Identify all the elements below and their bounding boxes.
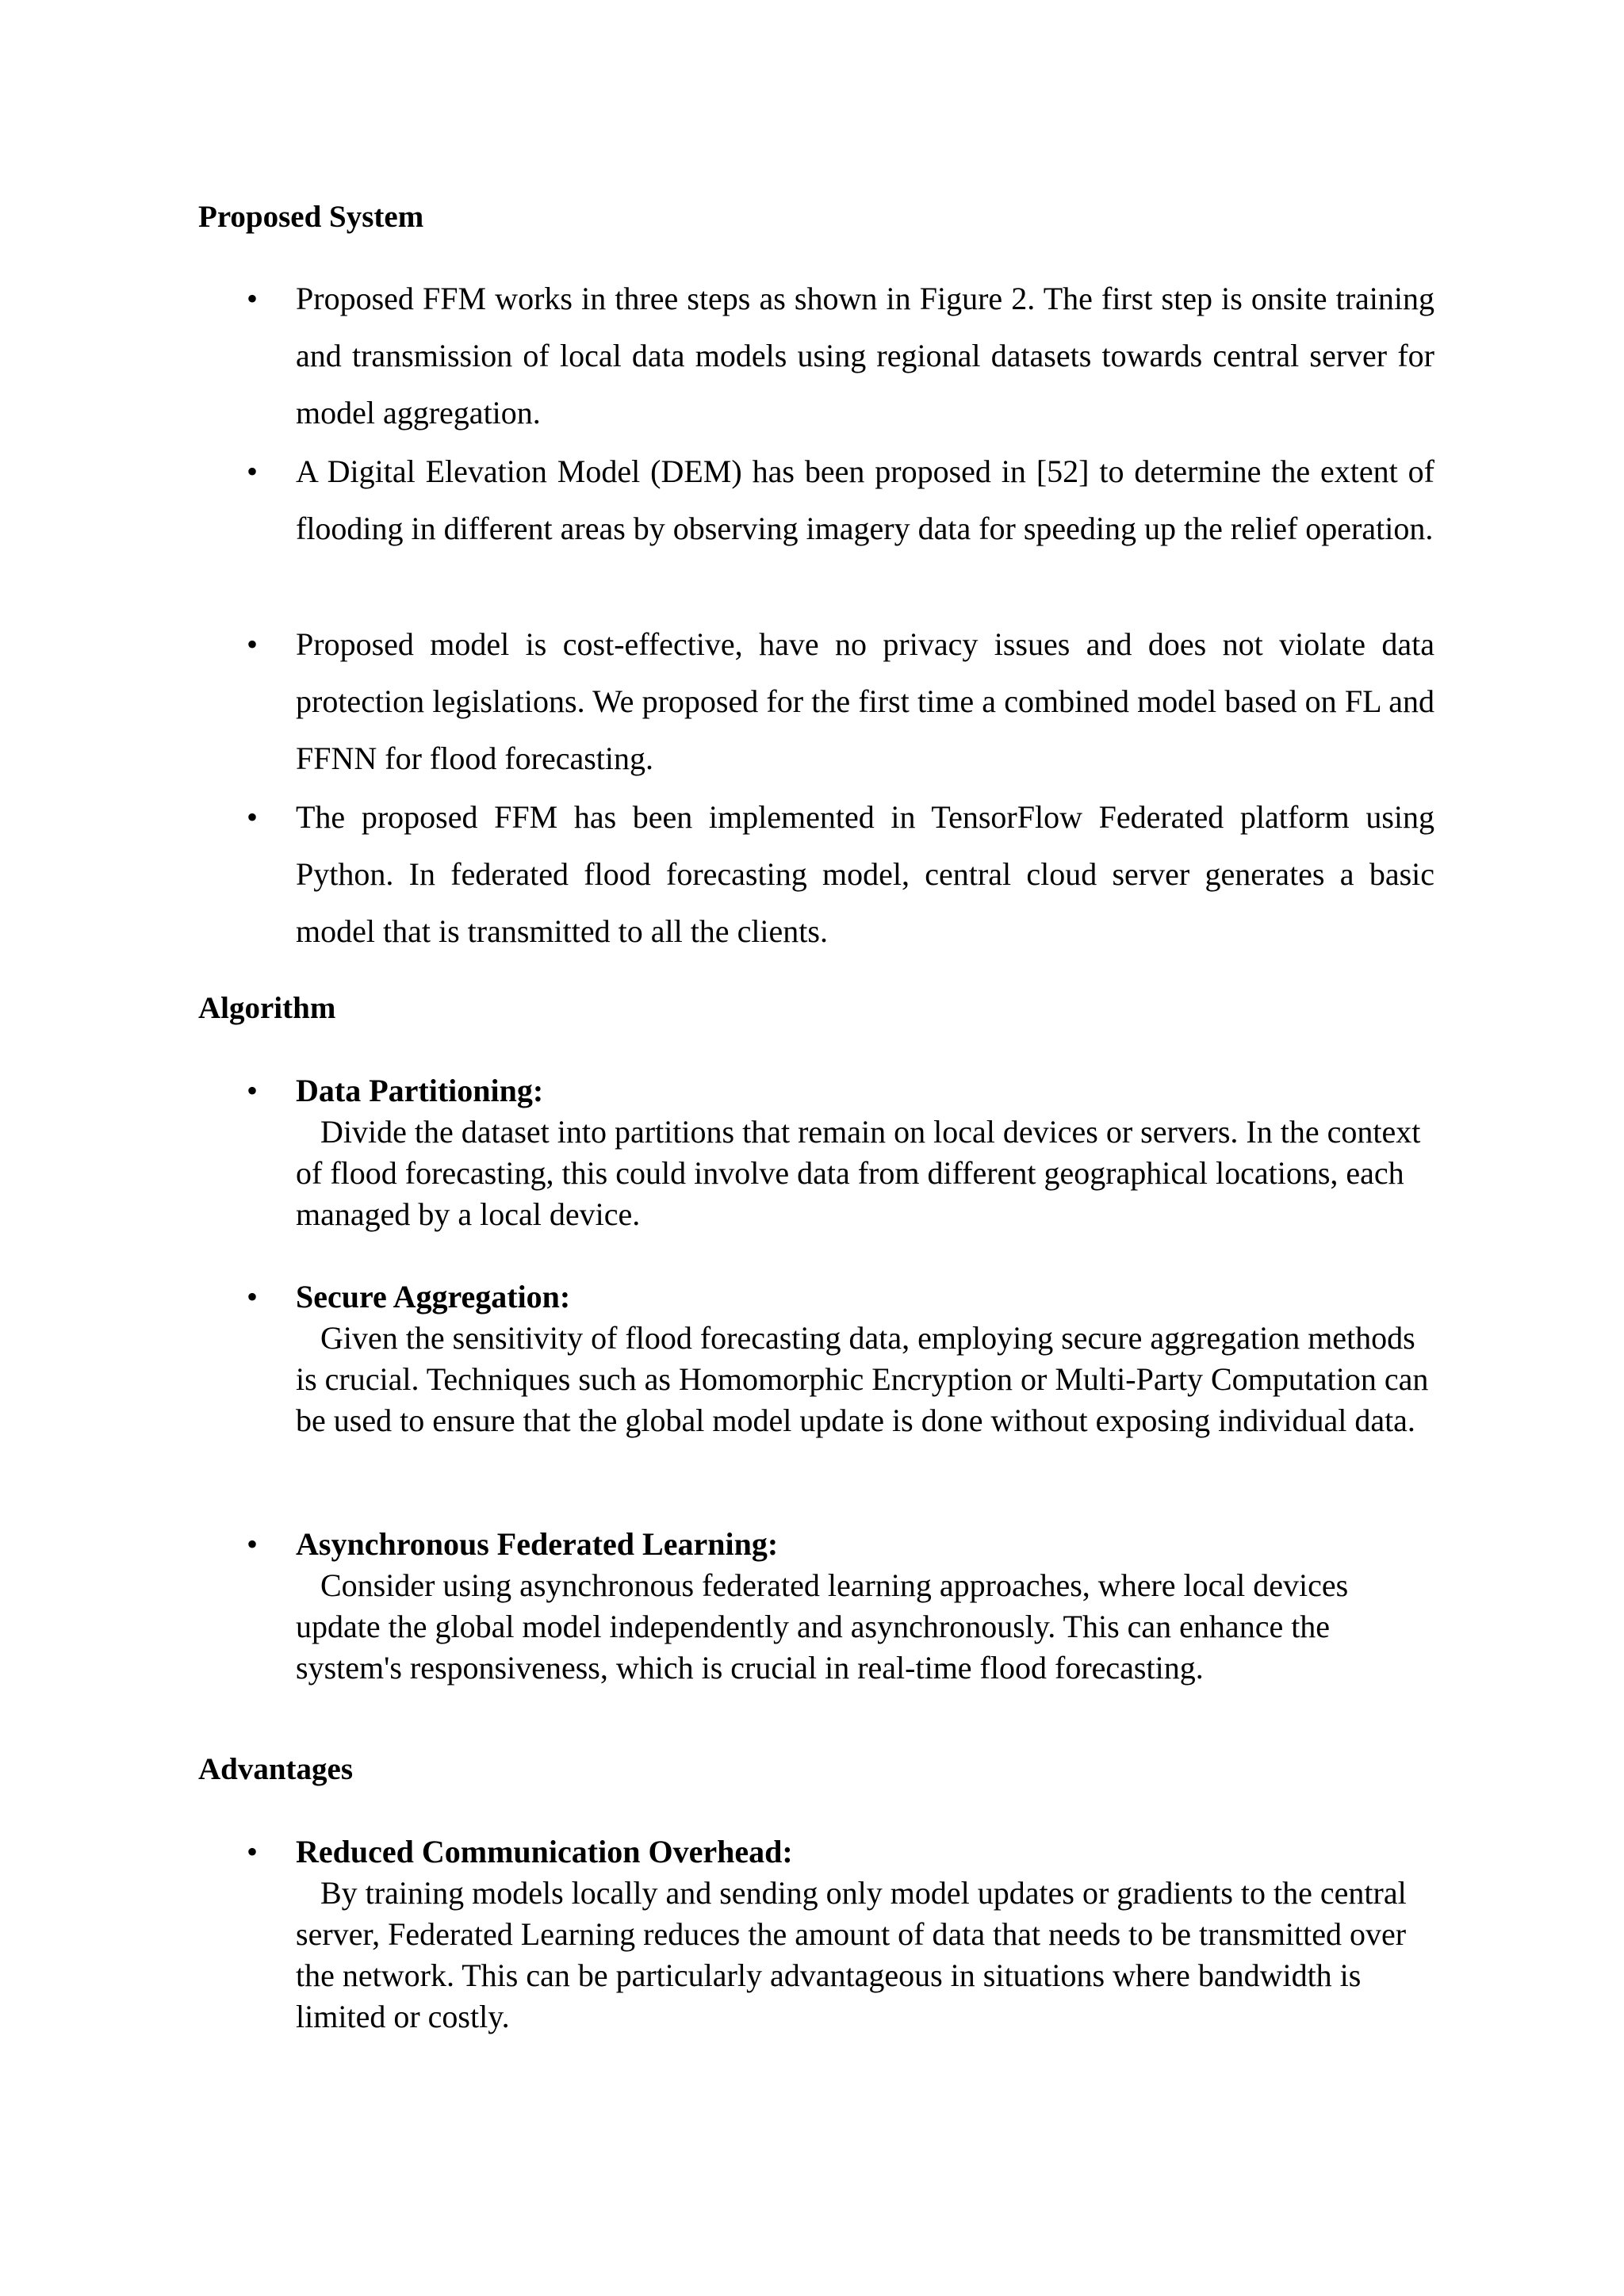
- section-heading-proposed-system: Proposed System: [198, 200, 424, 234]
- item-body: By training models locally and sending only model updates or gradients to the central server, Federated Learning reduces the amount of data that needs to be transmitted over the network. This can be particularly advantageous in situations where bandwidth is limited or costly.: [296, 1875, 1407, 2034]
- section-heading-algorithm: Algorithm: [198, 991, 336, 1025]
- item-title: Reduced Communication Overhead:: [296, 1834, 793, 1869]
- bullet-icon: •: [247, 626, 259, 662]
- bullet-icon: •: [247, 1073, 259, 1108]
- advantages-item-reduced-communication: [296, 1831, 1438, 2038]
- item-title: Secure Aggregation:: [296, 1279, 571, 1314]
- algorithm-item-asynchronous-fl: [296, 1524, 1438, 1689]
- bullet-icon: •: [247, 1834, 259, 1869]
- bullet-icon: •: [247, 799, 259, 835]
- algorithm-item-secure-aggregation: [296, 1276, 1438, 1441]
- item-title: Data Partitioning:: [296, 1073, 544, 1108]
- bullet-icon: •: [247, 1526, 259, 1562]
- item-body: Divide the dataset into partitions that remain on local devices or servers. In the context of flood forecasting, this could involve data from different geographical locations, each managed by a local device.: [296, 1114, 1421, 1232]
- item-title: Asynchronous Federated Learning:: [296, 1526, 779, 1562]
- item-body: Given the sensitivity of flood forecasting data, employing secure aggregation methods is crucial. Techniques such as Homomorphic Encryption or Multi-Party Computation can be used to ensure that the global model update is done without exposing individual data.: [296, 1320, 1429, 1438]
- bullet-icon: •: [247, 1279, 259, 1314]
- proposed-system-bullet-2: A Digital Elevation Model (DEM) has been proposed in [52] to determine the extent of flooding in different areas by observing imagery data for speeding up the relief operation.: [296, 453, 1434, 546]
- bullet-icon: •: [247, 453, 259, 489]
- item-body: Consider using asynchronous federated learning approaches, where local devices update the global model independently and asynchronously. This can enhance the system's responsiveness, which is crucial in real-time flood forecasting.: [296, 1567, 1349, 1686]
- proposed-system-bullet-3: Proposed model is cost-effective, have no privacy issues and does not violate data protection legislations. We proposed for the first time a combined model based on FL and FFNN for flood forecasting.: [296, 626, 1434, 776]
- section-heading-advantages: Advantages: [198, 1752, 354, 1786]
- proposed-system-bullet-1: Proposed FFM works in three steps as shown in Figure 2. The first step is onsite training and transmission of local data models using regional datasets towards central server for model aggregation.: [296, 281, 1434, 430]
- proposed-system-bullet-4: The proposed FFM has been implemented in TensorFlow Federated platform using Python. In federated flood forecasting model, central cloud server generates a basic model that is transmitted to all the clients.: [296, 799, 1434, 949]
- bullet-icon: •: [247, 281, 259, 316]
- algorithm-item-data-partitioning: [296, 1070, 1438, 1235]
